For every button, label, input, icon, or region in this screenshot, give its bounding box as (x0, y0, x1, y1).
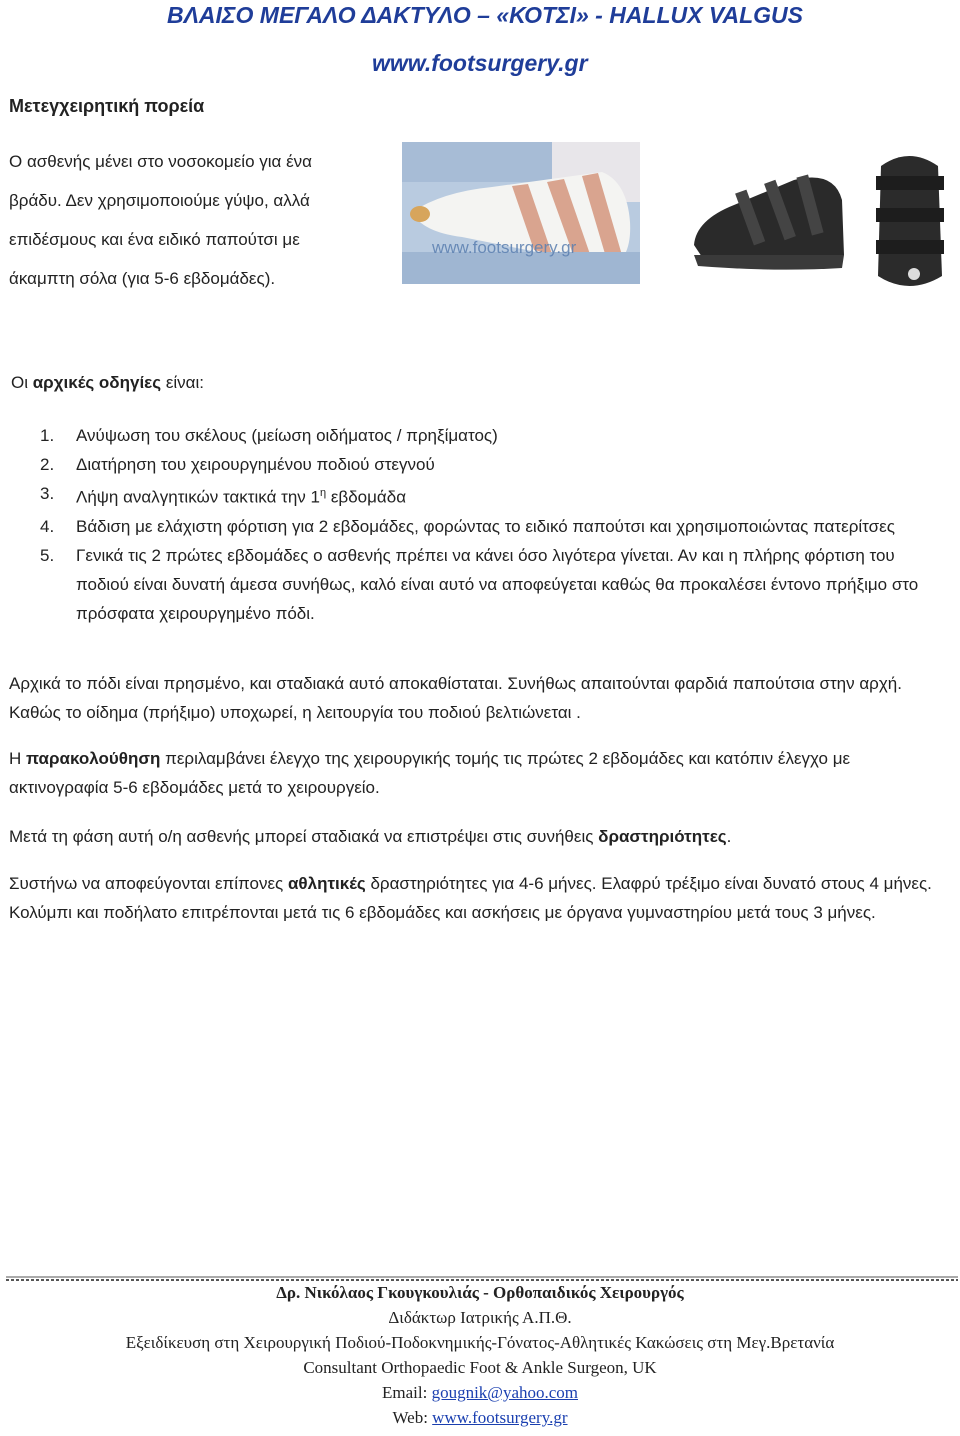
header-url: www.footsurgery.gr (372, 50, 588, 76)
footer-name: Δρ. Νικόλαος Γκουγκουλιάς - Ορθοπαιδικός Χειρουργός (276, 1283, 684, 1302)
paragraph-swelling: Αρχικά το πόδι είναι πρησμένο, και σταδιακά αυτό αποκαθίσταται. Συνήθως απαιτούνται φαρδιά παπούτσια στην αρχή. Καθώς το οίδημα (πρήξιμο) υποχωρεί, η λειτουργία του ποδιού βελτιώνεται . (9, 674, 902, 722)
postop-shoe-side-photo (684, 160, 849, 278)
paragraph-followup: Η παρακολούθηση περιλαμβάνει έλεγχο της χειρουργικής τομής τις πρώτες 2 εβδομάδες και κατόπιν έλεγχο με ακτινογραφία 5-6 εβδομάδες μετά το χειρουργείο. (9, 749, 851, 797)
bandaged-foot-photo (402, 142, 640, 284)
list-item: 4. Βάδιση με ελάχιστη φόρτιση για 2 εβδομάδες, φορώντας το ειδικό παπούτσι και χρησιμοποιώντας πατερίτσες (40, 516, 895, 536)
list-item: 1. Ανύψωση του σκέλους (μείωση οιδήματος / πρηξίματος) (40, 426, 498, 445)
instructions-list (40, 421, 940, 628)
postop-line: βράδυ. Δεν χρησιμοποιούμε γύψο, αλλά (9, 191, 310, 210)
document-title: ΒΛΑΙΣΟ ΜΕΓΑΛΟ ΔΑΚΤΥΛΟ – «ΚΟΤΣΙ» - HALLUX VALGUS (166, 2, 803, 28)
postop-line: Ο ασθενής μένει στο νοσοκομείο για ένα (9, 152, 312, 171)
instructions-heading: Οι αρχικές οδηγίες είναι: (11, 373, 205, 392)
postop-shoe-top-photo (866, 146, 952, 298)
photo-watermark: www.footsurgery.gr (432, 238, 577, 257)
postop-line: άκαμπτη σόλα (για 5-6 εβδομάδες). (9, 269, 276, 288)
footer-specialty: Εξειδίκευση στη Χειρουργική Ποδιού-Ποδοκνημικής-Γόνατος-Αθλητικές Κακώσεις στη Μεγ.Βρετανία (125, 1333, 835, 1352)
footer-consultant: Consultant Orthopaedic Foot & Ankle Surgeon, UK (303, 1358, 657, 1377)
paragraph-sports: Συστήνω να αποφεύγονται επίπονες αθλητικές δραστηριότητες για 4-6 μήνες. Ελαφρύ τρέξιμο είναι δυνατό στους 4 μήνες. Κολύμπι και ποδήλατο επιτρέπονται μετά τις 6 εβδομάδες και ασκήσεις με όργανα γυμναστηρίου μετά τους 3 μήνες. (9, 874, 932, 922)
footer-divider (6, 1270, 958, 1278)
website-link[interactable]: www.footsurgery.gr (432, 1408, 568, 1427)
list-item: 5. Γενικά τις 2 πρώτες εβδομάδες ο ασθενής πρέπει να κάνει όσο λιγότερα γίνεται. Αν και η πλήρης φόρτιση του ποδιού είναι δυνατή άμεσα συνήθως, καλό είναι αυτό να αποφεύγεται καθώς θα προκαλέσει έντονο πρήξιμο στο πρόσφατα χειρουργημένο πόδι. (40, 545, 919, 623)
paragraph-activities: Μετά τη φάση αυτή ο/η ασθενής μπορεί σταδιακά να επιστρέψει στις συνήθεις δραστηριότητες. (9, 827, 732, 846)
footer-degree: Διδάκτωρ Ιατρικής Α.Π.Θ. (388, 1308, 572, 1327)
section-title-postop: Μετεγχειρητική πορεία (9, 96, 205, 116)
postop-text (9, 142, 379, 298)
email-link[interactable]: gougnik@yahoo.com (431, 1383, 579, 1402)
list-item: 3. Λήψη αναλγητικών τακτικά την $1^\eta$ εβδομάδα (40, 484, 407, 507)
footer (0, 1280, 960, 1430)
footer-web-row: Web: www.footsurgery.gr (392, 1408, 568, 1427)
postop-line: επιδέσμους και ένα ειδικό παπούτσι με (9, 230, 300, 249)
footer-email-row: Email: gougnik@yahoo.com (381, 1383, 579, 1402)
list-item: 2. Διατήρηση του χειρουργημένου ποδιού στεγνού (40, 455, 435, 474)
